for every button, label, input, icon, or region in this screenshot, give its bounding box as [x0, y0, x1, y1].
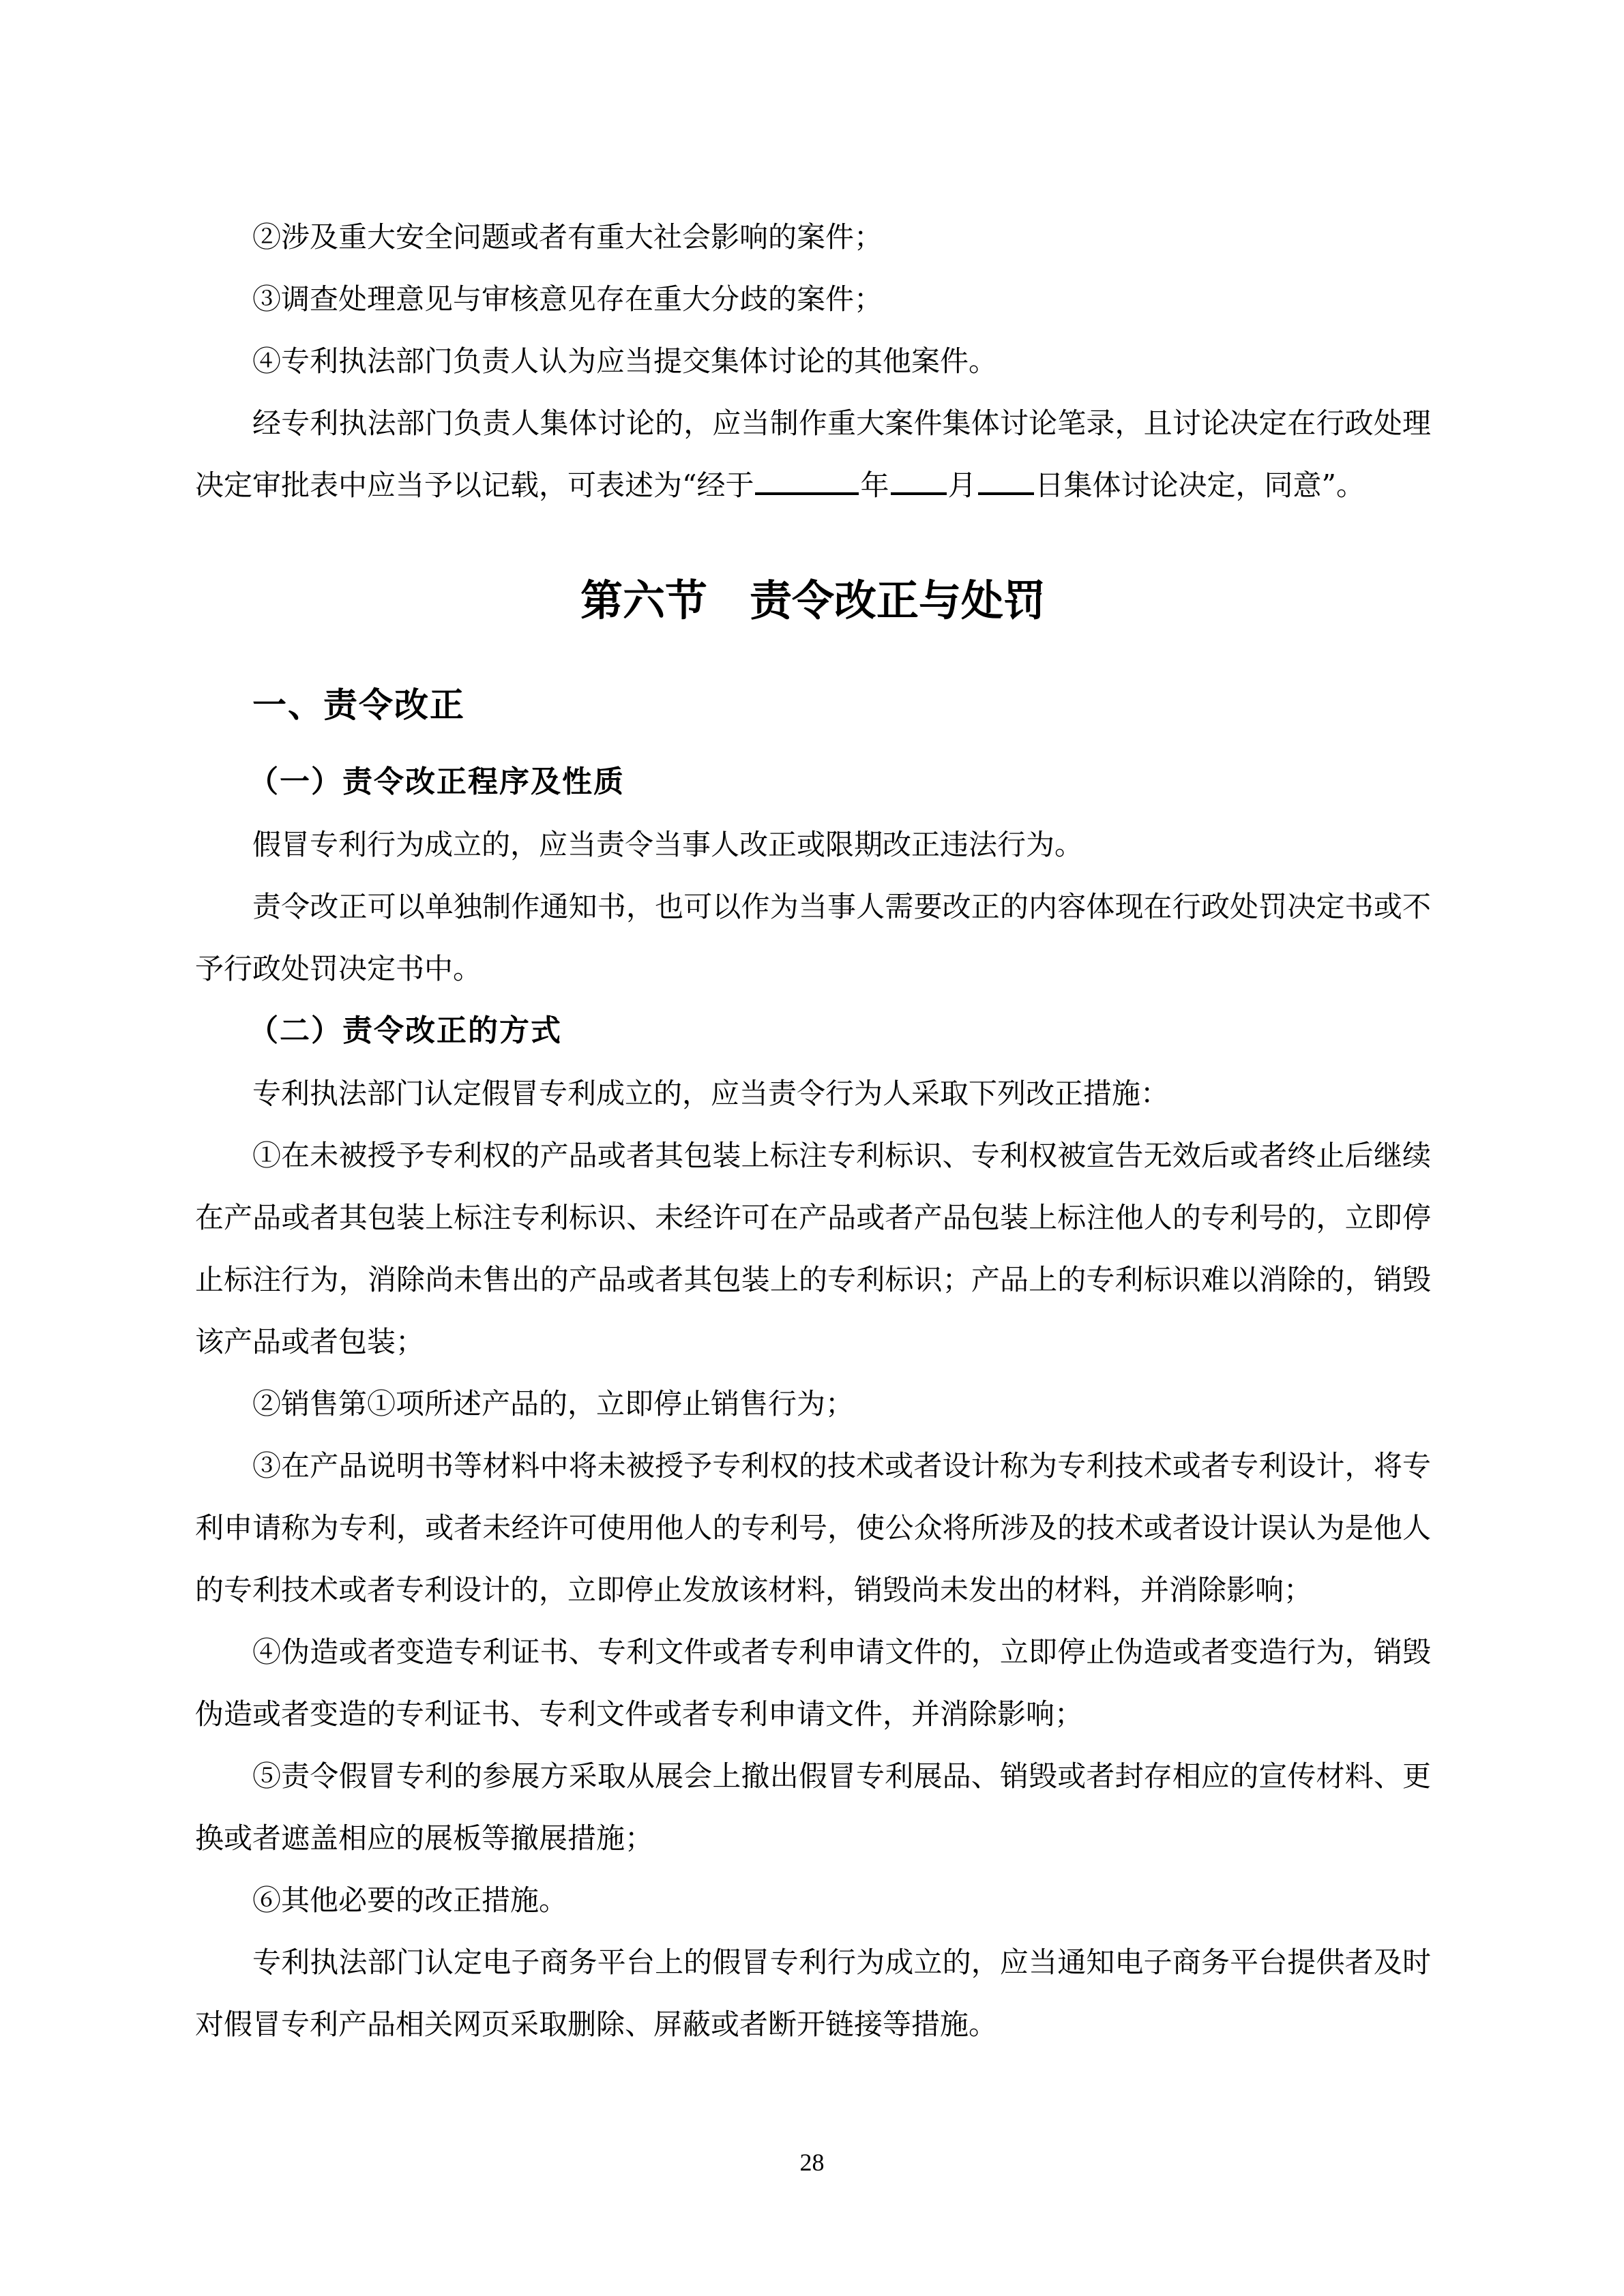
page-number: 28: [799, 2149, 825, 2176]
heading-ordering-correction: 一、责令改正: [252, 685, 465, 725]
page-content: [195, 206, 1431, 2055]
subsection-2-paragraph-7: ⑥其他必要的改正措施。: [252, 1883, 568, 1917]
subsection-2-paragraph-3: ②销售第①项所述产品的，立即停止销售行为；: [252, 1387, 855, 1420]
year-label: 年: [860, 468, 889, 502]
section-title-text: 第六节 责令改正与处罚: [580, 576, 1046, 625]
month-label: 月: [947, 468, 977, 502]
subsection-2-paragraph-8: 专利执法部门认定电子商务平台上的假冒专利行为成立的，应当通知电子商务平台提供者及时对假冒专利产品相关网页采取删除、屏蔽或者断开链接等措施。: [195, 1945, 1431, 2041]
section-title: [195, 560, 1431, 642]
subsection-heading-methods: （二）责令改正的方式: [248, 1013, 562, 1048]
subsection-2-paragraph-5: ④伪造或者变造专利证书、专利文件或者专利申请文件的，立即停止伪造或者变造行为，销毁伪造或者变造的专利证书、专利文件或者专利申请文件，并消除影响；: [195, 1635, 1431, 1731]
discussion-text-before: 经专利执法部门负责人集体讨论的，应当制作重大案件集体讨论笔录，且讨论决定在行政处理决定审批表中应当予以记载，可表述为“经于: [195, 406, 1431, 502]
year-blank: [755, 462, 859, 495]
subsection-1-paragraph-1: 假冒专利行为成立的，应当责令当事人改正或限期改正违法行为。: [252, 828, 1084, 861]
day-blank: [978, 462, 1034, 495]
subsection-2-paragraph-6: ⑤责令假冒专利的参展方采取从展会上撤出假冒专利展品、销毁或者封存相应的宣传材料、更换或者遮盖相应的展板等撤展措施；: [195, 1759, 1431, 1855]
month-blank: [891, 462, 947, 495]
subsection-2-paragraph-4: ③在产品说明书等材料中将未被授予专利权的技术或者设计称为专利技术或者专利设计，将专利申请称为专利，或者未经许可使用他人的专利号，使公众将所涉及的技术或者设计误认为是他人的专利技术或者专利设计的，立即停止发放该材料，销毁尚未发出的材料，并消除影响；: [195, 1449, 1431, 1607]
subsection-1-paragraph-2: 责令改正可以单独制作通知书，也可以作为当事人需要改正的内容体现在行政处罚决定书或不予行政处罚决定书中。: [195, 890, 1431, 985]
paragraph-item-2: ②涉及重大安全问题或者有重大社会影响的案件；: [252, 220, 883, 254]
subsection-2-paragraph-2: ①在未被授予专利权的产品或者其包装上标注专利标识、专利权被宣告无效后或者终止后继续在产品或者其包装上标注专利标识、未经许可在产品或者产品包装上标注他人的专利号的，立即停止标注行为，消除尚未售出的产品或者其包装上的专利标识；产品上的专利标识难以消除的，销毁该产品或者包装；: [195, 1139, 1431, 1358]
subsection-heading-procedure: （一）责令改正程序及性质: [248, 764, 625, 799]
discussion-text-after: 日集体讨论决定，同意”。: [1035, 468, 1365, 502]
discussion-paragraph: [195, 392, 1431, 516]
subsection-2-paragraph-1: 专利执法部门认定假冒专利成立的，应当责令行为人采取下列改正措施：: [252, 1077, 1170, 1110]
paragraph-item-3: ③调查处理意见与审核意见存在重大分歧的案件；: [252, 282, 883, 316]
paragraph-item-4: ④专利执法部门负责人认为应当提交集体讨论的其他案件。: [252, 344, 998, 378]
